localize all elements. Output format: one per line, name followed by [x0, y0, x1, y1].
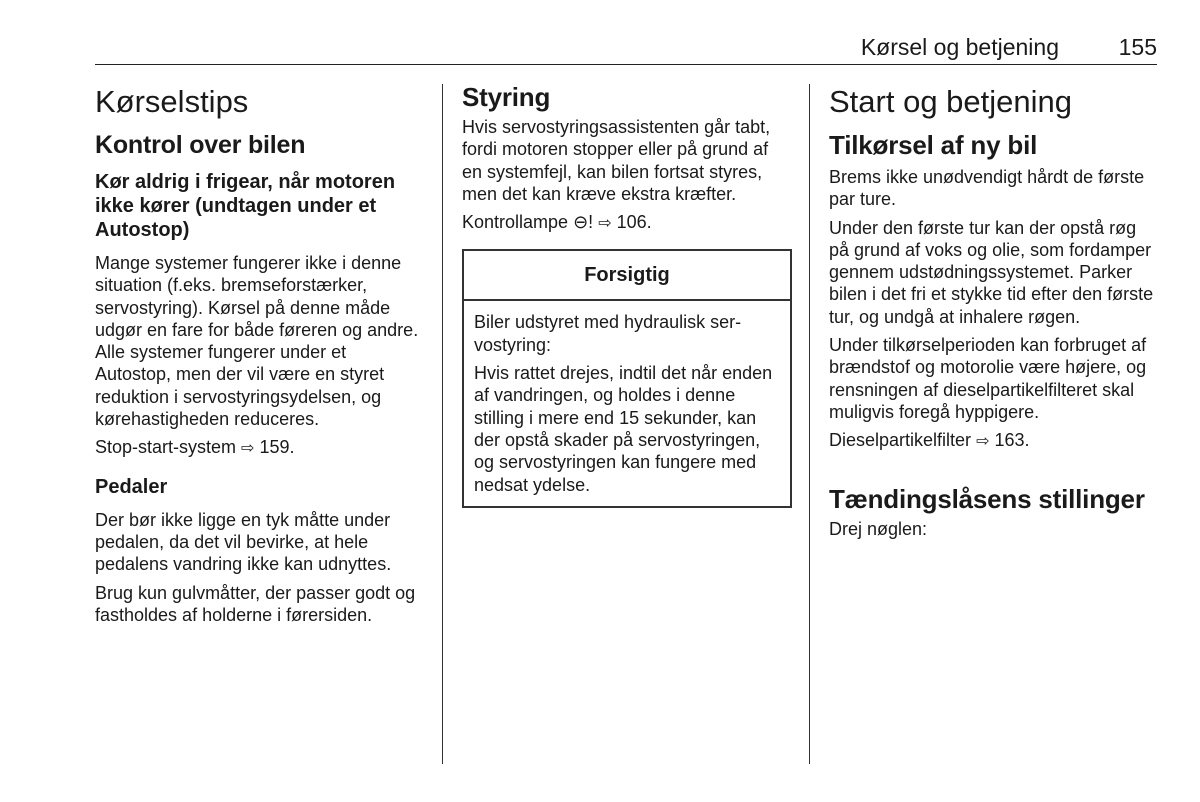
- reference-page: 106.: [616, 212, 652, 233]
- body-paragraph: Brug kun gulvmåtter, der passer godt og fastholdes af holderne i førersiden.: [95, 582, 416, 625]
- column-divider: [809, 84, 810, 764]
- section-heading: Tilkørsel af ny bil: [829, 130, 1038, 160]
- subsection-heading: Kør aldrig i frigear, når motoren ikke kører (undtagen under et Autostop): [95, 171, 396, 241]
- reference-label: Stop-start-system: [95, 437, 237, 458]
- chapter-title: Start og betjening: [829, 84, 1073, 119]
- section-title: Kørsel og betjening: [860, 34, 1059, 60]
- body-paragraph: Drej nøglen:: [829, 518, 928, 539]
- reference-page: 163.: [994, 430, 1030, 451]
- reference-arrow-icon: ⇨: [976, 433, 990, 451]
- subsection-heading: Pedaler: [95, 475, 168, 498]
- section-heading: Tændingslåsens stillinger: [829, 483, 1145, 514]
- caution-paragraph: Hvis rattet drejes, indtil det når enden af vandringen, og holdes i denne stilling i mere end 15 sekunder, kan der opstå skader på servostyringen, og servostyringen kan fungere med nedsat ydelse.: [474, 363, 773, 495]
- caution-body: [464, 301, 790, 505]
- section-heading: Styring: [462, 82, 551, 112]
- reference-label: Dieselpartikelfilter: [829, 430, 972, 451]
- column-left: [95, 78, 425, 632]
- caution-paragraph: Biler udstyret med hydraulisk servostyring:: [474, 312, 742, 355]
- body-paragraph: Hvis servostyringsassistenten går tabt, fordi motoren stopper eller på grund af en systemfejl, kan bilen fortsat styres, men det kan kræve ekstra kræfter.: [462, 117, 771, 204]
- warning-lamp-icon: ⊖!: [573, 212, 594, 233]
- section-heading: Kontrol over bilen: [95, 131, 306, 159]
- body-paragraph: Brems ikke unødvendigt hårdt de første par ture.: [829, 167, 1145, 210]
- body-paragraph: Under tilkørselperioden kan forbruget af brændstof og motorolie være højere, og rensningen af dieselpartikelfilteret skal muligvis foregå hyppigere.: [829, 335, 1147, 422]
- body-paragraph: Mange systemer fungerer ikke i denne situation (f.eks. bremseforstærker, servostyring). Kørsel på denne måde udgør en fare for både føreren og andre. Alle systemer fungerer under et Autostop, men der vil være en styret reduktion i servostyringsydelsen, og kørehastigheden reduceres.: [95, 253, 419, 430]
- column-right: [829, 78, 1159, 546]
- cross-reference[interactable]: [829, 429, 1159, 453]
- reference-arrow-icon: ⇨: [598, 215, 612, 233]
- body-paragraph: Der bør ikke ligge en tyk måtte under pedalen, da det vil bevirke, at hele pedalens vandring ikke kan udnyttes.: [95, 509, 392, 575]
- column-middle: [462, 78, 792, 508]
- caution-box: [462, 249, 792, 507]
- reference-page: 159.: [259, 437, 295, 458]
- reference-label: Kontrollampe: [462, 212, 569, 233]
- reference-arrow-icon: ⇨: [241, 440, 255, 458]
- chapter-title: Kørselstips: [95, 84, 249, 119]
- caution-title: Forsigtig: [464, 251, 790, 301]
- body-paragraph: Under den første tur kan der opstå røg på grund af voks og olie, som fordamper gennem udstødningssystemet. Parker bilen i det fri et stykke tid efter den første tur, og undgå at inhalere røgen.: [829, 217, 1154, 327]
- page-header: [95, 30, 1157, 65]
- cross-reference[interactable]: [95, 436, 425, 460]
- page-number: 155: [1118, 34, 1157, 60]
- cross-reference[interactable]: [462, 211, 792, 235]
- column-divider: [442, 84, 443, 764]
